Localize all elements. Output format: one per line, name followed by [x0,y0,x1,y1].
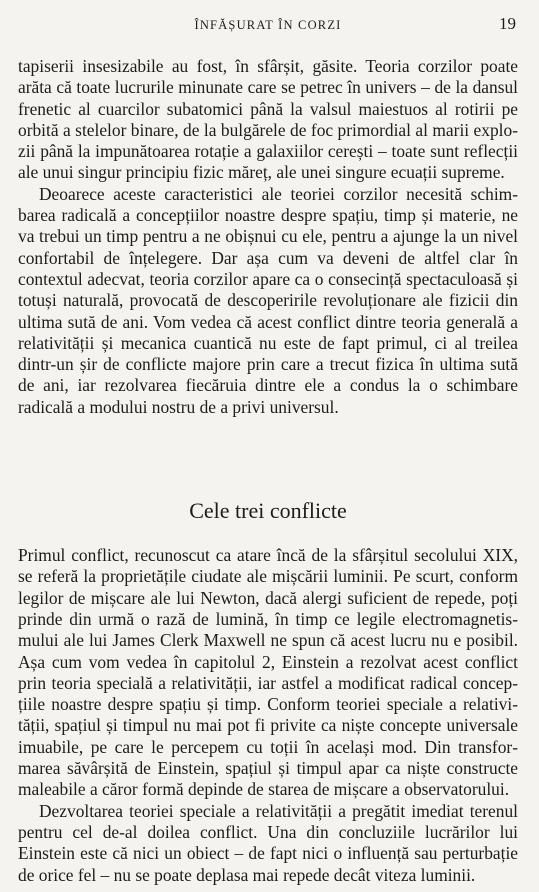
section-heading: Cele trei conflicte [189,498,347,524]
paragraph: Deoarece aceste caracteristici ale teoriei corzilor necesită schimbarea radicală a concepțiilor noastre despre spațiu, timp și materie, ne va trebui un timp pentru a ne obișnui cu ele, pentru a ajunge la un nivel confortabil de înțelegere. Dar așa cum va deveni de altfel clar în contextul adecvat, teoria corzilor apare ca o consecință spectaculoasă și totuși naturală, provocată de descoperirile revoluționare ale fizicii din ultima sută de ani. Vom vedea că acest conflict dintre teoria generală a relativității și mecanica cuantică nu este de fapt primul, ci al treilea dintr-un șir de conflicte majore prin care a trecut fizica în ultima sută de ani, iar rezolvarea fiecăruia dintre ele a condus la o schimbare radicală a modului nostru de a privi universul. [18,183,518,417]
paragraph-continued: tapiserii insesizabile au fost, în sfârșit, găsite. Teoria corzilor poate arăta că toate lucrurile minunate care se petrec în univers – de la dansul frenetic al cuarcilor subatomici până la valsul maiestuos al rotirii pe orbită a stelelor binare, de la bulgărele de foc primordial al marii explozii până la impunătoarea rotație a galaxiilor cerești – toate sunt reflecții ale unui singur principiu fizic măreț, ale unei singure ecuații supreme. [18,56,518,183]
section-intro-text [18,56,518,418]
paragraph: Dezvoltarea teoriei speciale a relativității a pregătit imediat terenul pentru cel de-al doilea conflict. Una din concluziile lucrărilor lui Einstein este că nici un obiect – de fapt nici o influență sau perturbație de orice fel – nu se poate deplasa mai repede decât viteza luminii. [18,800,518,885]
page-number: 19 [499,14,516,33]
book-page [18,14,518,886]
running-header [18,14,518,42]
paragraph: Primul conflict, recunoscut ca atare încă de la sfârșitul secolului XIX, se referă la proprietățile ciudate ale mișcării luminii. Pe scurt, conform legilor de mișcare ale lui Newton, dacă alergi suficient de repede, poți prinde din urmă o rază de lumină, în timp ce legile electromagnetismului ale lui James Clerk Maxwell ne spun că acest lucru nu e posibil. Așa cum vom vedea în capitolul 2, Einstein a rezolvat acest conflict prin teoria specială a relativității, iar astfel a modificat radical concepțiile noastre despre spațiu și timp. Conform teoriei speciale a relativității, spațiul și timpul nu mai pot fi privite ca niște concepte universale imuabile, pe care le percepem cu toții în același mod. Din transformarea săvârșită de Einstein, spațiul și timpul apar ca niște constructe maleabile a căror formă depinde de starea de mișcare a observatorului. [18,545,518,800]
running-title: ÎNFĂȘURAT ÎN CORZI [194,18,342,32]
section-three-conflicts-text [18,545,518,886]
